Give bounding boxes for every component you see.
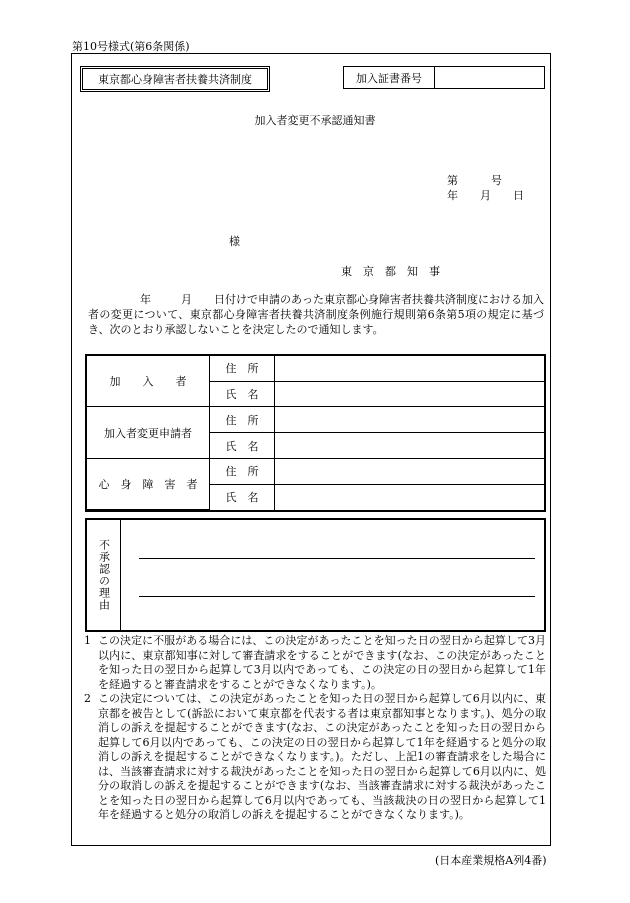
document-title: 加入者変更不承認通知書 xyxy=(254,114,376,127)
certificate-number-box xyxy=(343,66,545,89)
row-label-subscriber: 加 入 者 xyxy=(87,356,210,407)
reason-line-1[interactable] xyxy=(139,558,535,559)
name-field[interactable] xyxy=(275,484,545,509)
address-label: 住 所 xyxy=(210,459,275,485)
form-number: 第10号様式(第6条関係) xyxy=(72,40,190,53)
notes xyxy=(84,634,546,823)
issuer: 東 京 都 知 事 xyxy=(341,265,440,278)
reason-box xyxy=(85,518,546,632)
certificate-number-label: 加入証書番号 xyxy=(344,67,435,88)
notice-body xyxy=(88,292,544,337)
table-row xyxy=(87,407,544,433)
note-number: 1 xyxy=(84,634,91,647)
table-row xyxy=(87,459,544,485)
address-field[interactable] xyxy=(275,356,545,381)
document-date: 年 月 日 xyxy=(447,189,524,202)
address-field[interactable] xyxy=(275,407,545,433)
row-label-disabled-person: 心 身 障 害 者 xyxy=(87,459,210,510)
reason-line-2[interactable] xyxy=(139,596,535,597)
organization-name: 東京都心身障害者扶養共済制度 xyxy=(98,73,252,86)
name-label: 氏 名 xyxy=(210,484,275,509)
note-item xyxy=(84,692,546,823)
certificate-number-value xyxy=(435,67,544,88)
body-year: 年 xyxy=(140,293,152,306)
document-number: 第 号 xyxy=(447,174,502,187)
note-number: 2 xyxy=(84,692,91,705)
address-label: 住 所 xyxy=(210,356,275,381)
reason-label: 不承認の理由 xyxy=(97,539,111,611)
reason-label-cell xyxy=(87,520,121,630)
name-label: 氏 名 xyxy=(210,381,275,407)
body-text: 日付けで申請のあった東京都心身障害者扶養共済制度における加入者の変更について、東京都心身障害者扶養共済制度条例施行規則第6条第5項の規定に基づき、次のとおり承認しないことを決定したので通知します。 xyxy=(88,293,545,336)
name-label: 氏 名 xyxy=(210,433,275,459)
address-field[interactable] xyxy=(275,459,545,485)
note-text: この決定については、この決定があったことを知った日の翌日から起算して6月以内に、東京都を被告として(訴訟において東京都を代表する者は東京都知事となります。)、処分の取消しの訴えを提起することができます(なお、この決定があったことを知った日の翌日から起算して6月以内であっても、この決定の日の翌日から起算して1年を経過すると処分の取消しの訴えを提起することができなくなります。)。ただし、上記1の審査請求をした場合には、当該審査請求に対する裁決があったことを知った日の翌日から起算して6月以内に、処分の取消しの訴えを提起することができます(なお、当該審査請求に対する裁決があったことを知った日の翌日から起算して6月以内であっても、当該裁決の日の翌日から起算して1年を経過すると処分の取消しの訴えを提起することができなくなります。)。 xyxy=(98,692,546,821)
note-item xyxy=(84,634,546,692)
body-month: 月 xyxy=(181,293,193,306)
paper-standard: (日本産業規格A列4番) xyxy=(435,854,547,867)
addressee-suffix: 様 xyxy=(229,235,240,248)
address-label: 住 所 xyxy=(210,407,275,433)
name-field[interactable] xyxy=(275,381,545,407)
organization-box xyxy=(80,66,270,92)
table-row xyxy=(87,356,544,381)
note-text: この決定に不服がある場合には、この決定があったことを知った日の翌日から起算して3月以内に、東京都知事に対して審査請求をすることができます(なお、この決定があったことを知った日の翌日から起算して3月以内であっても、この決定の日の翌日から起算して1年を経過すると審査請求をすることができなくなります。)。 xyxy=(98,634,546,691)
party-table xyxy=(85,354,546,512)
row-label-applicant: 加入者変更申請者 xyxy=(87,407,210,459)
name-field[interactable] xyxy=(275,433,545,459)
